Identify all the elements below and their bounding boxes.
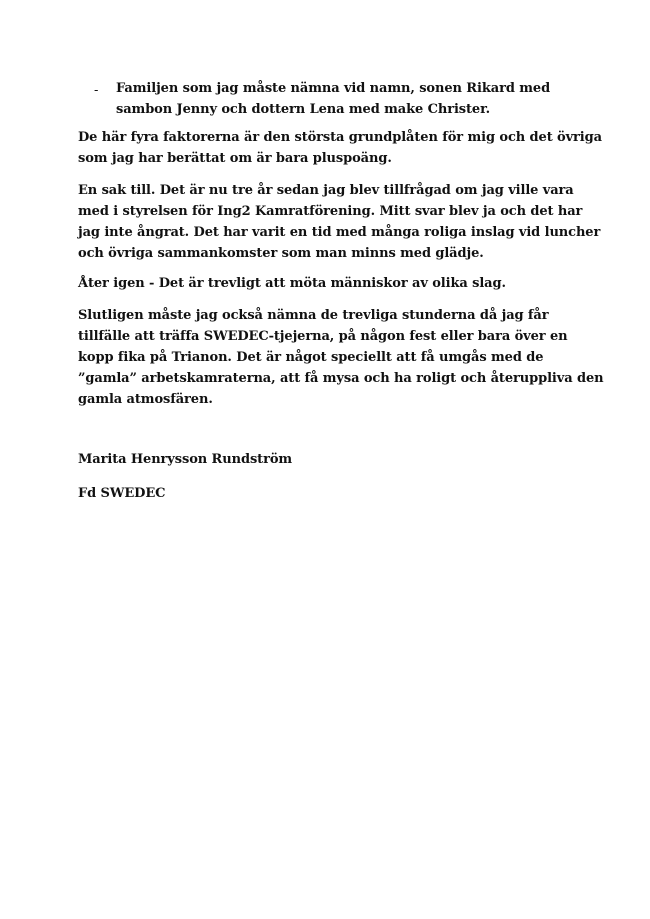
text-line: Familjen som jag måste nämna vid namn, sonen Rikard med — [116, 81, 551, 96]
text-line: kopp fika på Trianon. Det är något speciellt att få umgås med de — [78, 350, 544, 365]
signature-title — [78, 483, 538, 504]
text-line: och övriga sammankomster som man minns med glädje. — [78, 246, 484, 261]
text-line: Slutligen måste jag också nämna de trevliga stunderna då jag får — [78, 308, 549, 323]
paragraph-again — [78, 273, 538, 294]
author-title: Fd SWEDEC — [78, 486, 166, 501]
text-line: med i styrelsen för Ing2 Kamratförening. Mitt svar blev ja och det har — [78, 204, 583, 219]
text-line: Åter igen - Det är trevligt att möta människor av olika slag. — [78, 276, 506, 291]
paragraph-factors — [78, 127, 602, 169]
text-line: som jag har berättat om är bara pluspoäng. — [78, 151, 392, 166]
text-line: ”gamla” arbetskamraterna, att få mysa och ha roligt och återuppliva den — [78, 371, 604, 386]
author-name: Marita Henrysson Rundström — [78, 452, 293, 467]
text-line: tillfälle att träffa SWEDEC-tjejerna, på någon fest eller bara över en — [78, 329, 568, 344]
text-line: jag inte ångrat. Det har varit en tid med många roliga inslag vid luncher — [78, 225, 601, 240]
bullet-dash: - — [94, 83, 99, 98]
bullet-item-family — [116, 78, 576, 120]
text-line: gamla atmosfären. — [78, 392, 213, 407]
text-line: De här fyra faktorerna är den största grundplåten för mig och det övriga — [78, 130, 602, 145]
paragraph-finally — [78, 305, 604, 410]
paragraph-board — [78, 180, 601, 264]
text-line: sambon Jenny och dottern Lena med make Christer. — [116, 102, 491, 117]
signature-name — [78, 449, 538, 470]
text-line: En sak till. Det är nu tre år sedan jag blev tillfrågad om jag ville vara — [78, 183, 574, 198]
